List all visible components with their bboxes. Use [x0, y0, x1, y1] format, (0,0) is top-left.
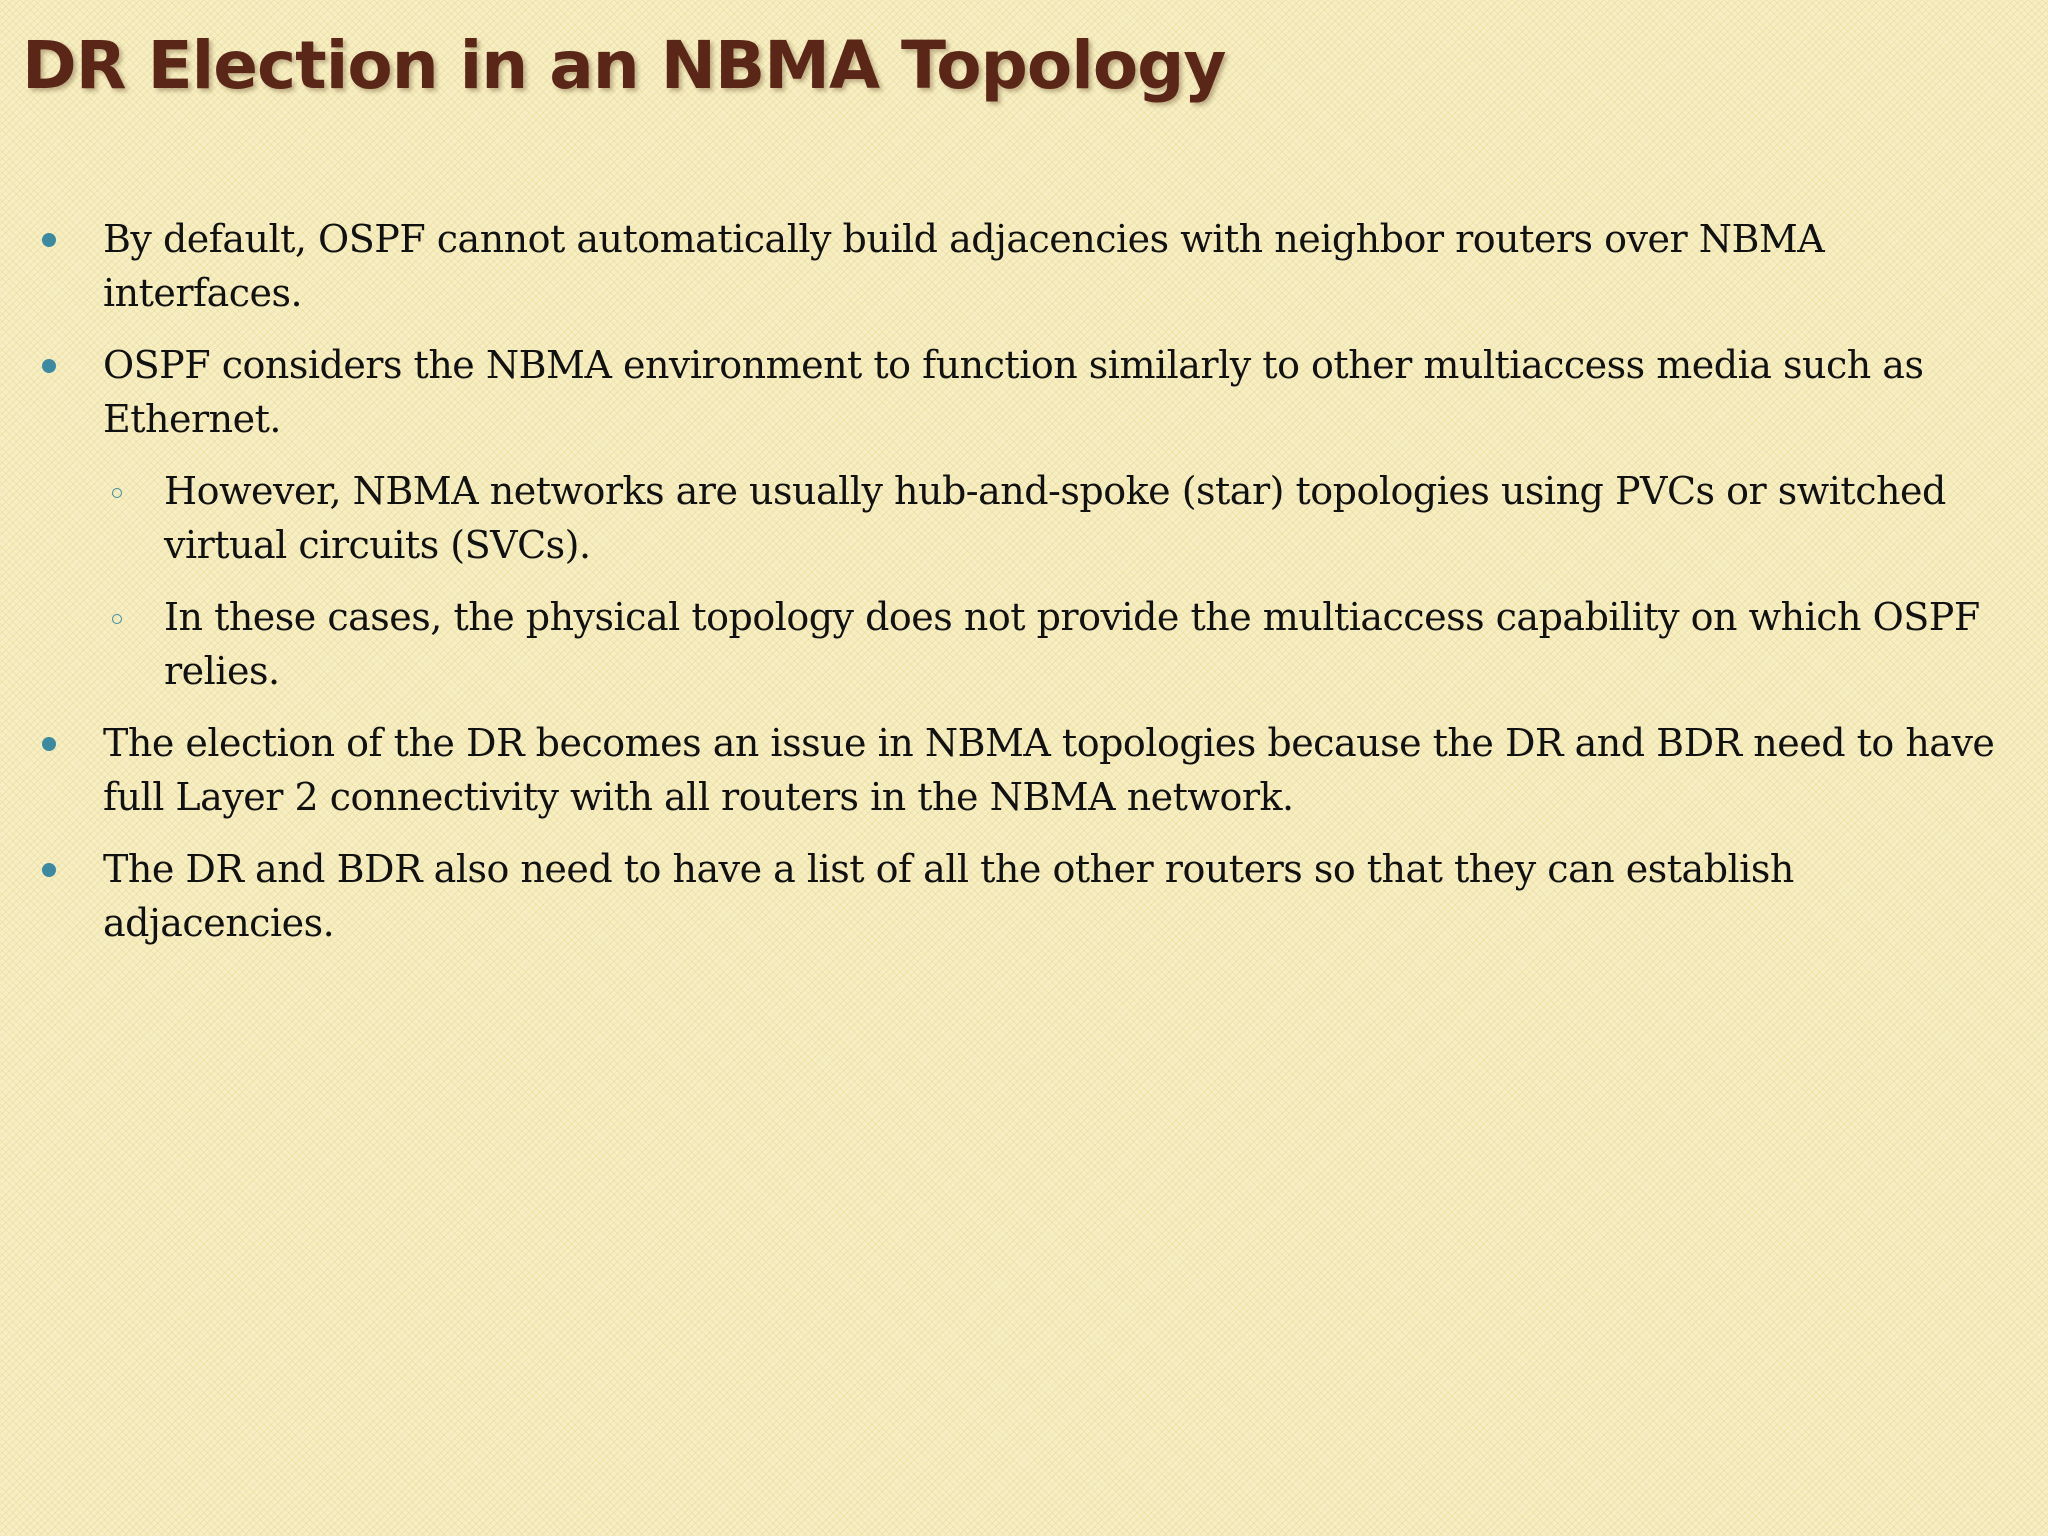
list-item: [0, 338, 2000, 446]
bullet-dot-icon: [42, 233, 56, 247]
bullet-circle-icon: [112, 614, 122, 624]
sub-list-item: [0, 590, 2000, 698]
bullet-dot-icon: [42, 863, 56, 877]
bullet-dot-icon: [42, 359, 56, 373]
bullet-circle-icon: [112, 488, 122, 498]
list-item-text: OSPF considers the NBMA environment to function similarly to other multiaccess media such as Ethernet.: [103, 343, 1924, 441]
bullet-dot-icon: [42, 737, 56, 751]
sub-list-item-text: However, NBMA networks are usually hub-and-spoke (star) topologies using PVCs or switched virtual circuits (SVCs).: [164, 469, 1946, 567]
slide-title: DR Election in an NBMA Topology: [22, 27, 1226, 104]
list-item: [0, 842, 2000, 950]
bullet-list: [0, 212, 2000, 968]
list-item-text: The election of the DR becomes an issue in NBMA topologies because the DR and BDR need to have full Layer 2 connectivity with all routers in the NBMA network.: [103, 721, 1995, 819]
sub-list-item: [0, 464, 2000, 572]
sub-list-item-text: In these cases, the physical topology does not provide the multiaccess capability on which OSPF relies.: [164, 595, 1980, 693]
list-item: [0, 716, 2000, 824]
list-item-text: The DR and BDR also need to have a list of all the other routers so that they can establish adjacencies.: [103, 847, 1794, 945]
list-item: [0, 212, 2000, 320]
list-item-text: By default, OSPF cannot automatically build adjacencies with neighbor routers over NBMA interfaces.: [103, 217, 1825, 315]
